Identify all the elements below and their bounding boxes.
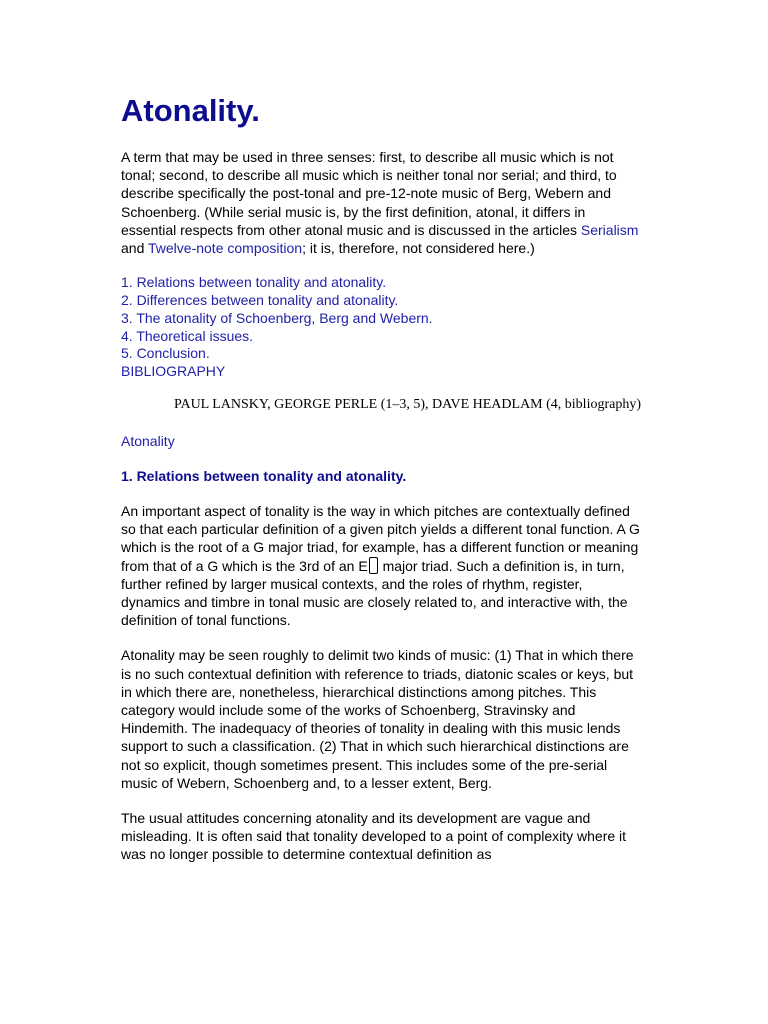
paragraph-tonal-function-text-2: major triad. Such a definition is, in turn, further refined by larger musical contexts, and the roles of rhythm, register, dynamics and timbre in tonal music are closely related to, and interactive with, the definition of tonal functions.	[121, 557, 628, 629]
paragraph-usual-attitudes: The usual attitudes concerning atonality and its development are vague and misleading. It is often said that tonality developed to a point of complexity where it was no longer possible to determine contextual definition as	[121, 810, 627, 863]
paragraph-tonal-function	[121, 502, 643, 629]
toc-item-relations[interactable]: 1. Relations between tonality and atonality.	[121, 274, 387, 291]
author-credits: PAUL LANSKY, GEORGE PERLE (1–3, 5), DAVE HEADLAM (4, bibliography)	[173, 397, 641, 412]
intro-text-2: and	[121, 240, 148, 257]
missing-glyph-icon	[369, 557, 378, 574]
intro-text-3: ; it is, therefore, not considered here.)	[302, 240, 535, 257]
toc-item-schoenberg-berg-webern[interactable]: 3. The atonality of Schoenberg, Berg and Webern.	[121, 309, 433, 326]
article-content	[121, 92, 643, 881]
table-of-contents	[121, 274, 643, 381]
toc-item-bibliography[interactable]: BIBLIOGRAPHY	[121, 363, 226, 380]
toc-item-conclusion[interactable]: 5. Conclusion.	[121, 345, 210, 362]
breadcrumb-atonality-link[interactable]: Atonality	[121, 433, 175, 449]
intro-text-1: A term that may be used in three senses: first, to describe all music which is not tonal; second, to describe all music which is neither tonal nor serial; and third, to describe specifically the post-tonal and pre-12-note music of Berg, Webern and Schoenberg. (While serial music is, by the first definition, atonal, it differs in essential respects from other atonal music and is discussed in the articles	[121, 149, 617, 238]
toc-item-theoretical-issues[interactable]: 4. Theoretical issues.	[121, 327, 254, 344]
toc-item-differences[interactable]: 2. Differences between tonality and atonality.	[121, 292, 399, 309]
article-title: Atonality.	[121, 93, 260, 128]
paragraph-tonal-function-text-1: An important aspect of tonality is the way in which pitches are contextually defined so that each particular definition of a given pitch yields a different tonal function. A G which is the root of a G major triad, for example, has a different function or meaning from that of a G which is the 3rd of an E	[121, 503, 640, 574]
intro-paragraph	[121, 148, 643, 257]
serialism-link[interactable]: Serialism	[580, 221, 639, 238]
section-heading: 1. Relations between tonality and atonality.	[121, 468, 407, 484]
twelve-note-composition-link[interactable]: Twelve-note composition	[148, 240, 303, 257]
paragraph-two-kinds: Atonality may be seen roughly to delimit two kinds of music: (1) That in which there is no such contextual definition with reference to triads, diatonic scales or keys, but in which there are, nonetheless, hierarchical distinctions among pitches. This category would include some of the works of Schoenberg, Stravinsky and Hindemith. The inadequacy of theories of tonality in dealing with this music lends support to such a classification. (2) That in which such hierarchical distinctions are not so explicit, though sometimes present. This includes some of the pre-serial music of Webern, Schoenberg and, to a lesser extent, Berg.	[121, 647, 634, 791]
